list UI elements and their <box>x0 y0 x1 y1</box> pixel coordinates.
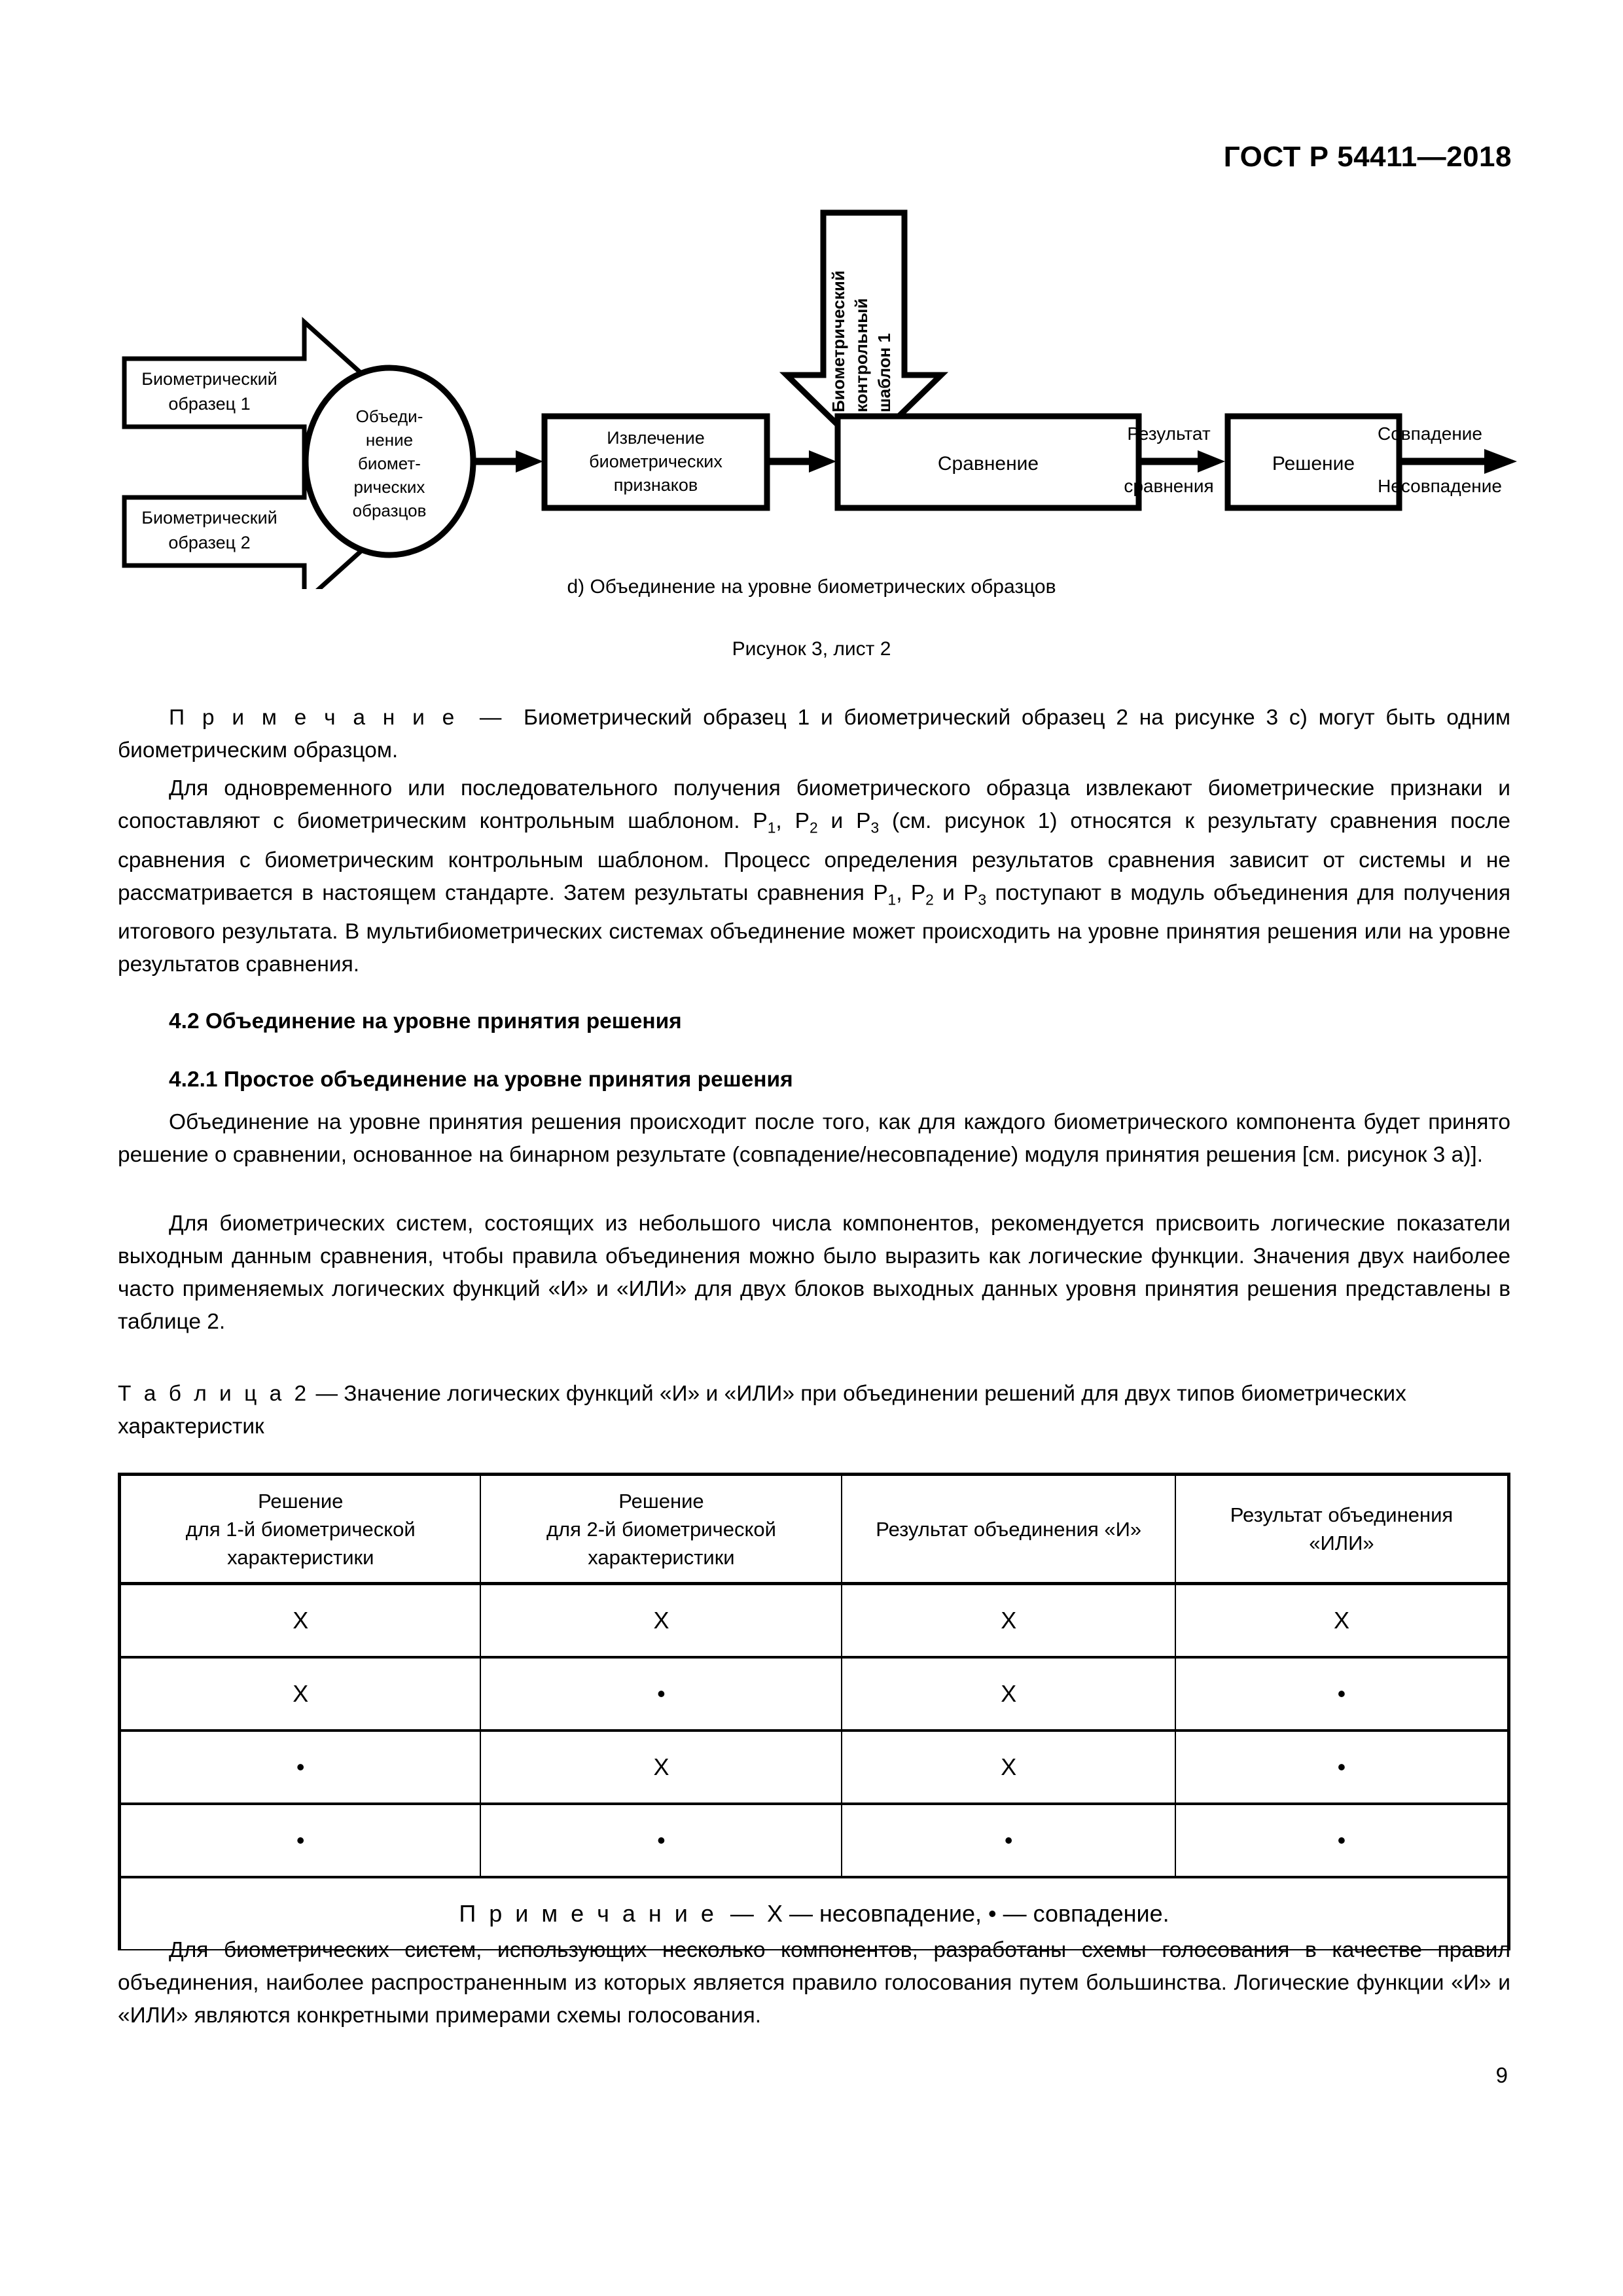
svg-text:нение: нение <box>365 430 414 450</box>
cell: X <box>480 1584 842 1658</box>
decision-box-label: Решение <box>1272 453 1355 475</box>
svg-text:сравнения: сравнения <box>1124 476 1214 496</box>
note-text: Биометрический образец 1 и биометрический образец 2 на рисунке 3 c) могут быть одним биометрическим образцом. <box>118 706 1510 762</box>
table-row <box>120 1657 1509 1731</box>
cell: • <box>480 1804 842 1877</box>
heading-4-2: 4.2 Объединение на уровне принятия решения <box>169 1009 682 1033</box>
svg-text:Совпадение: Совпадение <box>1378 423 1482 444</box>
p1-sub-2: 2 <box>809 819 818 836</box>
p1-sub-6: 3 <box>978 891 987 908</box>
table-note-dash: — <box>730 1900 754 1927</box>
cell: • <box>120 1804 481 1877</box>
p3-text: Для биометрических систем, состоящих из небольшого числа компонентов, рекомендуется присвоить логические показатели выходным данным сравнения, чтобы правила объединения можно было выразить как логические функции. Значения двух наиболее часто применяемых логических функций «И» и «ИЛИ» для двух блоков выходных данных уровня принятия решения представлены в таблице 2. <box>118 1211 1510 1334</box>
svg-text:Биометрический: Биометрический <box>829 270 848 412</box>
cell: • <box>1175 1731 1509 1804</box>
cell: X <box>1175 1584 1509 1658</box>
table-2-head <box>120 1475 1509 1584</box>
column-header-and-result: Результат объединения «И» <box>842 1475 1175 1584</box>
svg-text:шаблон 1: шаблон 1 <box>874 333 894 412</box>
svg-text:биомет-: биомет- <box>358 454 421 473</box>
input-arrow-sample-2-label: Биометрический <box>141 508 277 528</box>
figure-note <box>118 702 1510 767</box>
svg-text:признаков: признаков <box>613 475 698 495</box>
cell: X <box>120 1657 481 1731</box>
svg-text:Объеди-: Объеди- <box>355 406 423 426</box>
table-row <box>120 1584 1509 1658</box>
page-header-standard-number: ГОСТ Р 54411—2018 <box>1223 141 1512 173</box>
svg-text:образец 1: образец 1 <box>168 394 251 414</box>
table-note-lead: П р и м е ч а н и е <box>459 1900 717 1927</box>
note-dash: — <box>479 706 502 730</box>
p1-part-f: и P <box>933 880 978 905</box>
svg-text:Извлечение: Извлечение <box>607 428 705 448</box>
p4-text: Для биометрических систем, использующих несколько компонентов, разработаны схемы голосования в качестве правил объединения, наиболее распространенным из которых является правило голосования путем большинства. Логические функции «И» и «ИЛИ» являются конкретными примерами схемы голосования. <box>118 1938 1510 2028</box>
table-caption-text: Значение логических функций «И» и «ИЛИ» при объединении решений для двух типов биометрических характеристик <box>118 1382 1406 1439</box>
svg-text:контрольный: контрольный <box>851 298 871 412</box>
svg-text:образец 2: образец 2 <box>168 533 251 552</box>
column-header-or-result: Результат объединения «ИЛИ» <box>1175 1475 1509 1584</box>
column-header-decision-1: Решение для 1-й биометрической характеристики <box>120 1475 481 1584</box>
table-row <box>120 1804 1509 1877</box>
figure-caption: d) Объединение на уровне биометрических образцов <box>567 576 1056 598</box>
table-caption-lead: Т а б л и ц а 2 <box>118 1382 310 1406</box>
note-lead: П р и м е ч а н и е <box>169 706 458 730</box>
table-2-caption <box>118 1378 1510 1443</box>
p1-sub-3: 3 <box>870 819 880 836</box>
p1-sub-4: 1 <box>887 891 897 908</box>
p1-sub-1: 1 <box>767 819 776 836</box>
input-arrow-sample-1-label: Биометрический <box>141 369 277 389</box>
table-2-wrapper <box>118 1473 1510 1950</box>
svg-text:рических: рических <box>353 477 425 497</box>
paragraph-logical-functions <box>118 1208 1510 1338</box>
paragraph-decision-level-fusion <box>118 1106 1510 1172</box>
cell: X <box>842 1584 1175 1658</box>
page-number: 9 <box>1495 2063 1508 2087</box>
p1-part-g: поступают в модуль объединения для получения итогового результата. В мультибиометрических системах объединение может происходить на уровне принятия решения или на уровне результатов сравнения. <box>118 880 1511 977</box>
svg-text:Несовпадение: Несовпадение <box>1378 476 1502 496</box>
table-2 <box>118 1473 1510 1950</box>
table-2-body <box>120 1584 1509 1950</box>
cell: • <box>842 1804 1175 1877</box>
svg-text:биометрических: биометрических <box>589 452 722 471</box>
paragraph-fusion-overview <box>118 772 1510 981</box>
p1-part-d: (см. рисунок 1) относятся к результату сравнения после сравнения с биометрическим контрольным шаблоном. Процесс определения результатов сравнения зависит от системы и не рассматривается в настоящем стандарте. Затем результаты сравнения P <box>118 809 1510 905</box>
cell: X <box>480 1731 842 1804</box>
svg-text:Результат: Результат <box>1127 423 1211 444</box>
figure-number: Рисунок 3, лист 2 <box>732 638 891 660</box>
cell: • <box>1175 1657 1509 1731</box>
p1-part-b: , P <box>776 809 810 833</box>
column-header-decision-2: Решение для 2-й биометрической характеристики <box>480 1475 842 1584</box>
fusion-ellipse-label <box>353 406 427 520</box>
figure-3-sheet-2-diagram <box>0 196 1623 589</box>
paragraph-voting-schemes <box>118 1934 1510 2032</box>
heading-4-2-1: 4.2.1 Простое объединение на уровне принятия решения <box>169 1067 793 1092</box>
p2-text: Объединение на уровне принятия решения происходит после того, как для каждого биометрического компонента будет принято решение о сравнении, основанное на бинарном результате (совпадение/несовпадение) модуля принятия решения [см. рисунок 3 a)]. <box>118 1110 1510 1167</box>
table-caption-dash: — <box>315 1382 338 1406</box>
svg-text:образцов: образцов <box>352 501 427 520</box>
cell: X <box>842 1657 1175 1731</box>
p1-part-c: и P <box>817 809 871 833</box>
cell: X <box>842 1731 1175 1804</box>
table-row <box>120 1731 1509 1804</box>
cell: • <box>120 1731 481 1804</box>
cell: • <box>480 1657 842 1731</box>
p1-sub-5: 2 <box>925 891 934 908</box>
table-header-row <box>120 1475 1509 1584</box>
p1-part-e: , P <box>896 880 926 905</box>
comparison-box-label: Сравнение <box>937 453 1039 475</box>
p1-part-a: Для одновременного или последовательного получения биометрического образца извлекают биометрические признаки и сопоставляют с биометрическим контрольным шаблоном. P <box>118 776 1510 833</box>
cell: • <box>1175 1804 1509 1877</box>
table-note-text: X — несовпадение, • — совпадение. <box>766 1900 1169 1927</box>
cell: X <box>120 1584 481 1658</box>
